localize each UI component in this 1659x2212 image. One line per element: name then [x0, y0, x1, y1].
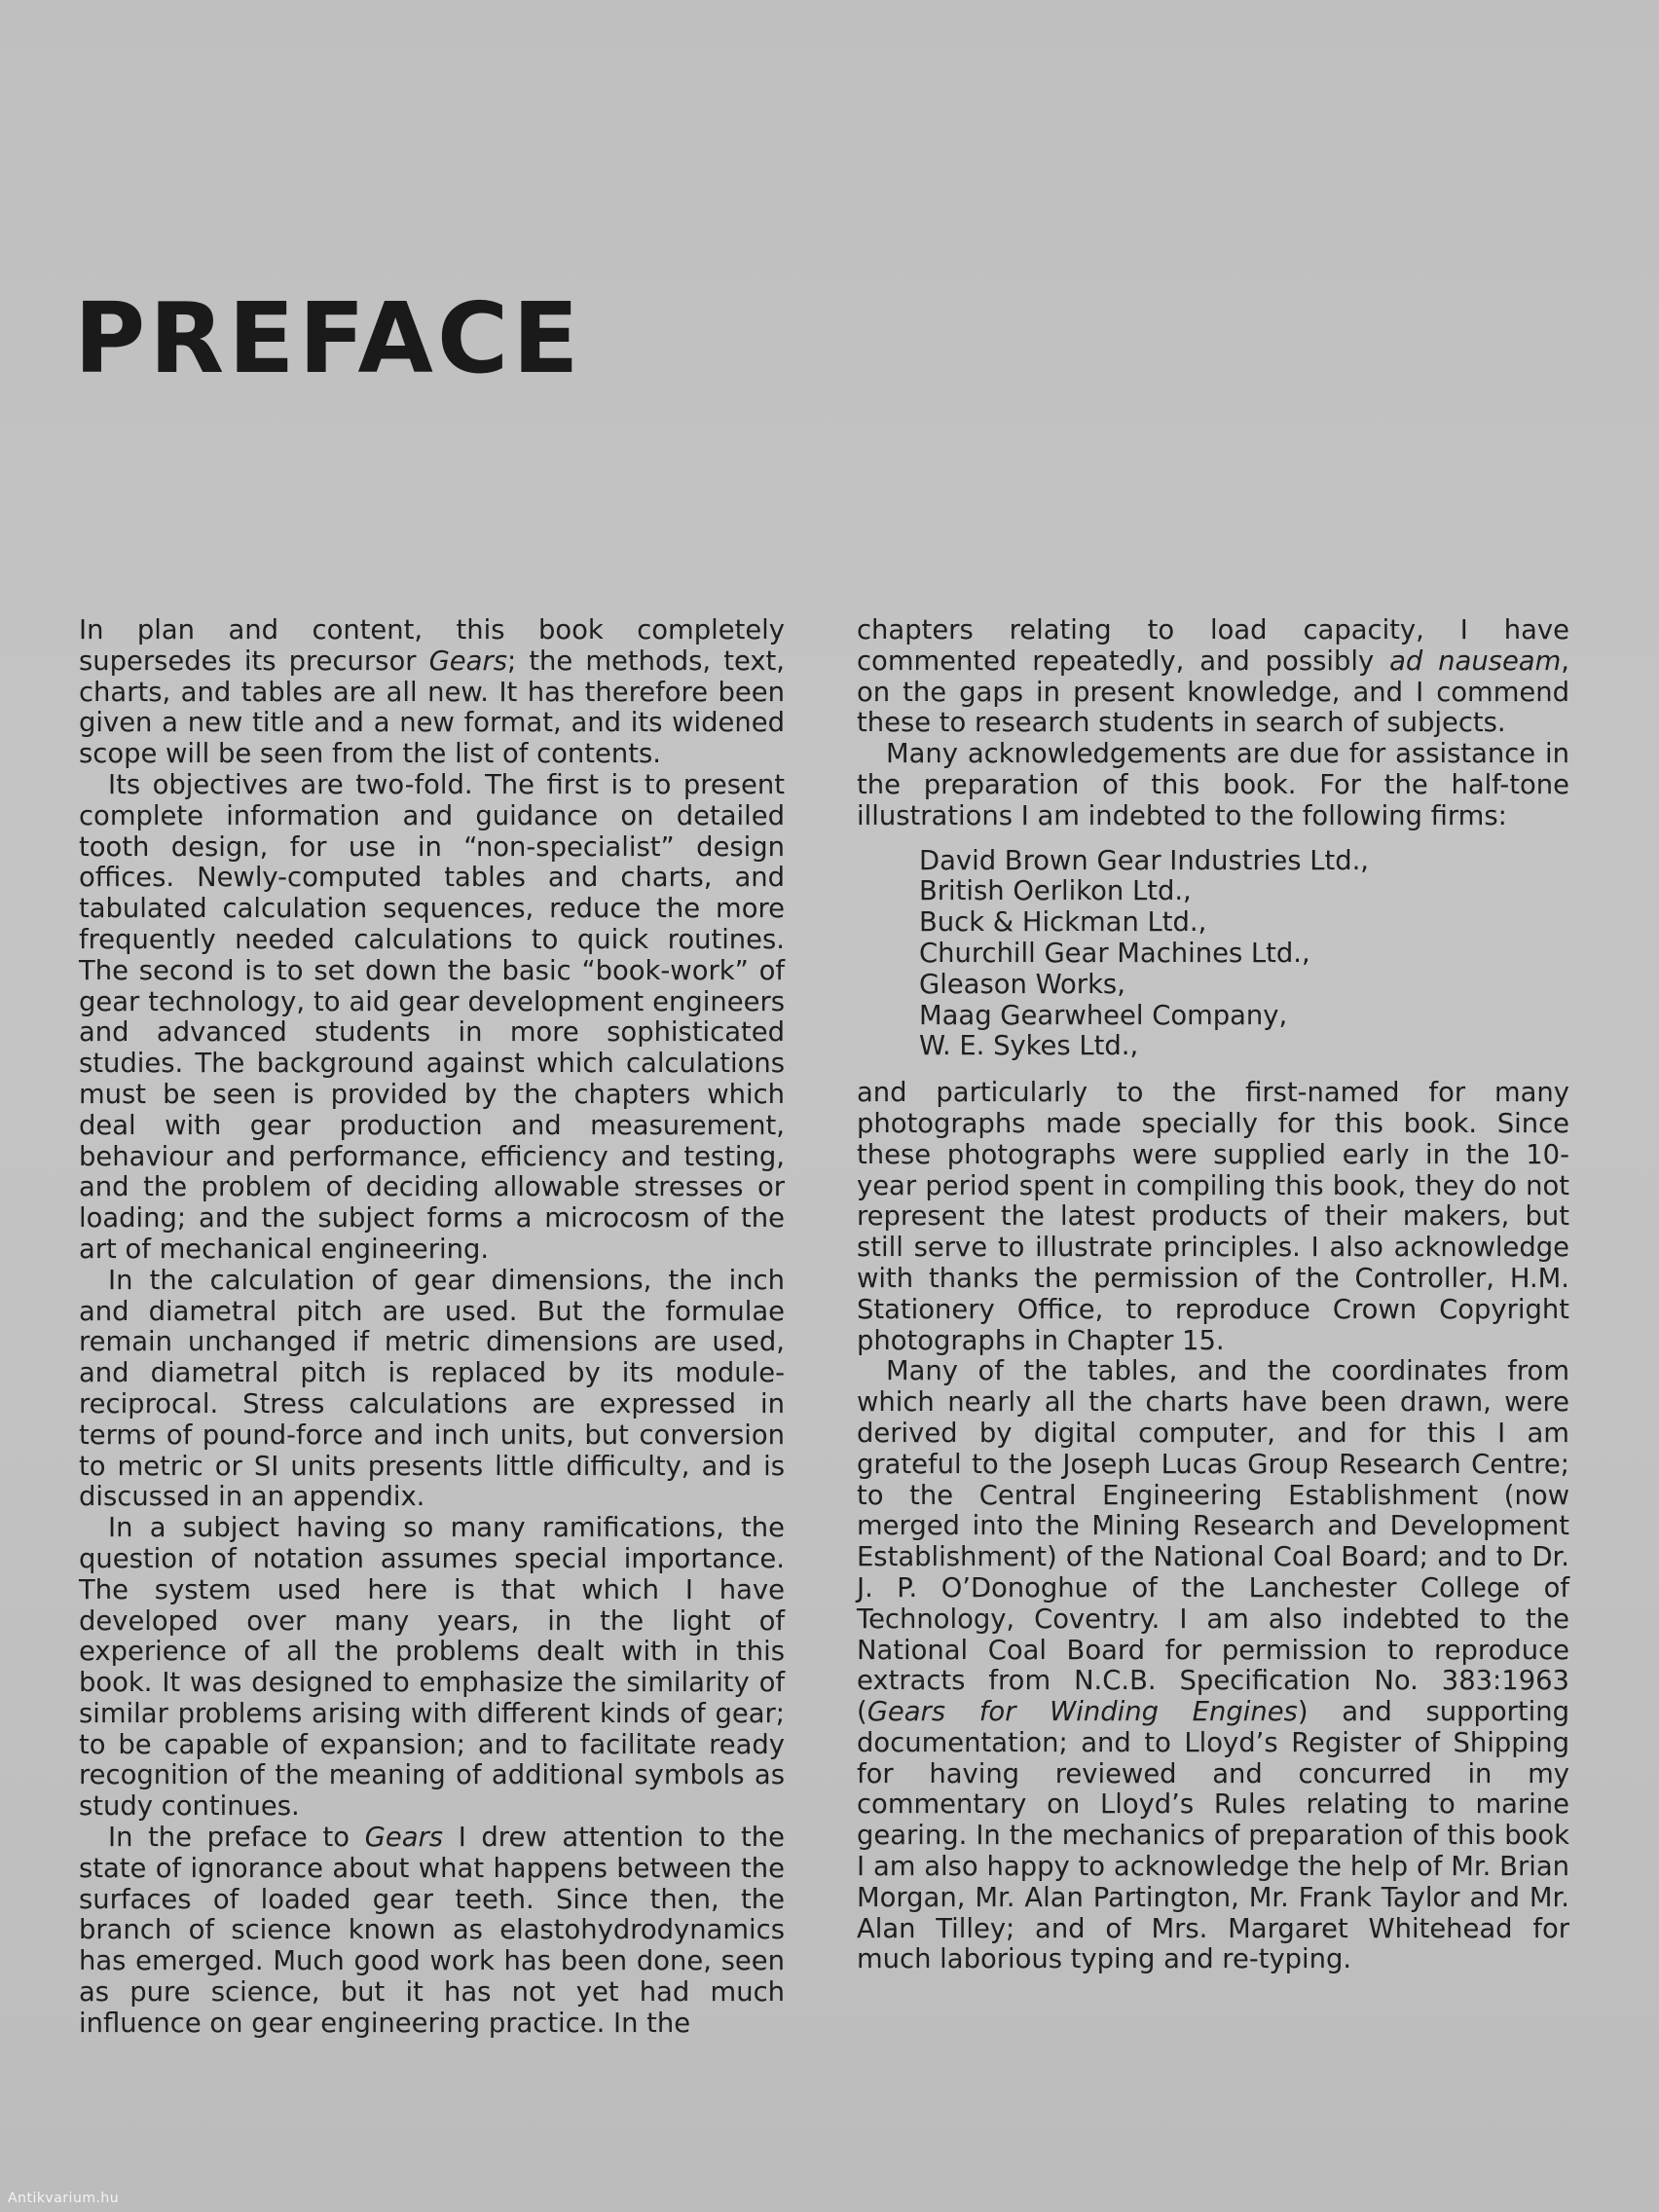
list-item: Maag Gearwheel Company, [919, 1000, 1288, 1031]
list-item: W. E. Sykes Ltd., [919, 1031, 1139, 1062]
left-column [79, 615, 785, 2040]
phrase-ad-nauseam: ad nauseam [1389, 645, 1562, 677]
paragraph-credits-text-b: ) and supporting documentation; and to Lloyd’s Register of Shipping for having reviewed and concurred in my commentary on Lloyd’s Rules relating to marine gearing. In the mechanics of preparation of this book I am also happy to acknowledge the help of Mr. Brian Morgan, Mr. Alan Partington, Mr. Frank Taylor and Mr. Alan Tilley; and of Mrs. Margaret Whitehead for much laborious typing and re-typing. [857, 1697, 1569, 1975]
paragraph-ehd-text-a: In the preface to [108, 1823, 365, 1854]
paragraph-computation-credits [857, 1356, 1569, 1975]
list-item: Churchill Gear Machines Ltd., [919, 938, 1310, 969]
book-title-gears-2: Gears [364, 1823, 444, 1854]
paragraph-elastohydrodynamics [79, 1823, 785, 2040]
list-item: Buck & Hickman Ltd., [919, 907, 1207, 939]
book-title-gears: Gears [428, 645, 507, 677]
paragraph-load-text-b: , on the gaps in present knowledge, and I commend these to research students in search of subjects. [857, 645, 1569, 739]
paragraph-ehd-text-b: I drew attention to the state of ignorance about what happens between the surfaces of loaded gear teeth. Since then, the branch of science known as elastohydrodynamics has emerged. Much good work has been done, seen as pure science, but it has not yet had much influence on gear engineering practice. In the [79, 1823, 785, 2039]
paragraph-load-capacity [857, 615, 1569, 739]
firm-list [919, 846, 1569, 1063]
list-item: British Oerlikon Ltd., [919, 876, 1192, 907]
paragraph-units: In the calculation of gear dimensions, the inch and diametral pitch are used. But the formulae remain unchanged if metric dimensions are used, and diametral pitch is replaced by its module-reciprocal. Stress calculations are expressed in terms of pound-force and inch units, but conversion to metric or SI units presents little difficulty, and is discussed in an appendix. [79, 1265, 785, 1513]
page-title: PREFACE [74, 281, 583, 395]
paragraph-intro-text-b: ; the methods, text, charts, and tables are all new. It has therefore been given a new title and a new format, and its widened scope will be seen from the list of contents. [79, 645, 785, 770]
watermark: Antikvarium.hu [8, 2191, 120, 2206]
paragraph-acknowledgements: Many acknowledgements are due for assistance in the preparation of this book. For the half-tone illustrations I am indebted to the following firms: [857, 739, 1569, 831]
paragraph-photographs: and particularly to the first-named for many photographs made specially for this book. Since these photographs were supplied early in the 10-year period spent in compiling this book, they do not represent the latest products of their makers, but still serve to illustrate principles. I also acknowledge with thanks the permission of the Controller, H.M. Stationery Office, to reproduce Crown Copyright photographs in Chapter 15. [857, 1078, 1569, 1356]
paragraph-intro-text-a: In plan and content, this book completely supersedes its precursor [79, 615, 785, 677]
paragraph-notation: In a subject having so many ramifications, the question of notation assumes special importance. The system used here is that which I have developed over many years, in the light of experience of all the problems dealt with in this book. It was designed to emphasize the similarity of similar problems arising with different kinds of gear; to be capable of expansion; and to facilitate ready recognition of the meaning of additional symbols as study continues. [79, 1513, 785, 1823]
paragraph-load-text-a: chapters relating to load capacity, I have commented repeatedly, and possibly [857, 615, 1569, 677]
paragraph-intro [79, 615, 785, 770]
paragraph-objectives: Its objectives are two-fold. The first is to present complete information and guidance on detailed tooth design, for use in “non-specialist” design offices. Newly-computed tables and charts, and tabulated calculation sequences, reduce the more frequently needed calculations to quick routines. The second is to set down the basic “book-work” of gear technology, to aid gear development engineers and advanced students in more sophisticated studies. The background against which calculations must be seen is provided by the chapters which deal with gear production and measurement, behaviour and performance, efficiency and testing, and the problem of deciding allowable stresses or loading; and the subject forms a microcosm of the art of mechanical engineering. [79, 769, 785, 1265]
right-column [857, 615, 1569, 1975]
spec-title: Gears for Winding Engines [866, 1697, 1298, 1728]
list-item: David Brown Gear Industries Ltd., [919, 845, 1369, 876]
list-item: Gleason Works, [919, 969, 1125, 1000]
paragraph-credits-text-a: Many of the tables, and the coordinates from which nearly all the charts have been drawn, were derived by digital computer, and for this I am grateful to the Joseph Lucas Group Research Centre; to the Central Engineering Establishment (now merged into the Mining Research and Development Establishment) of the National Coal Board; and to Dr. J. P. O’Donoghue of the Lanchester College of Technology, Coventry. I am also indebted to the National Coal Board for permission to reproduce extracts from N.C.B. Specification No. 383:1963 ( [857, 1356, 1569, 1728]
